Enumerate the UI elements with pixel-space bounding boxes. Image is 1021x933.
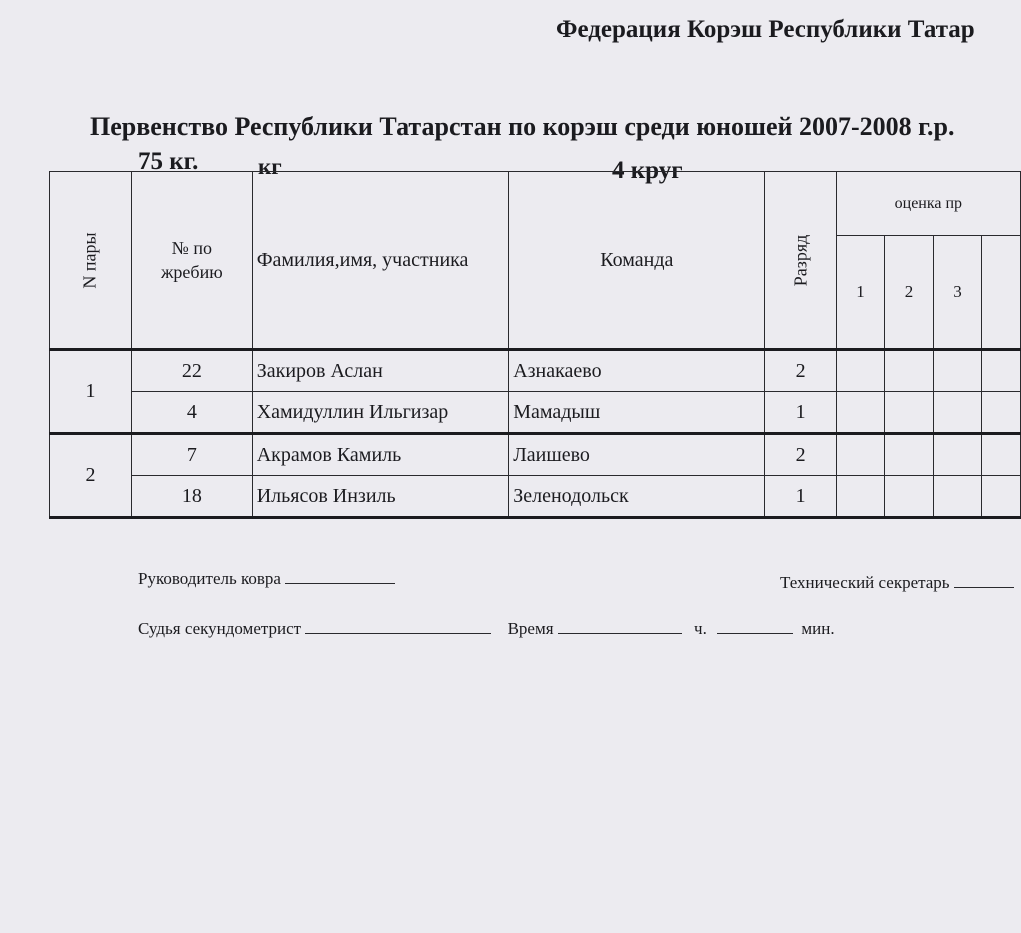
hours-label: ч. [694,619,707,638]
tech-secretary-line [780,573,1014,593]
header-draw-no-label: № по жребию [160,238,223,282]
score-cell [836,476,885,518]
timekeeper-line [138,619,835,639]
score-cell [836,350,885,392]
header-draw-no [131,172,252,350]
time-label: Время [507,619,554,638]
participant-name: Акрамов Камиль [252,434,508,476]
hours-blank [558,619,682,634]
score-cell [933,476,982,518]
table-row [50,350,1021,392]
minutes-label: мин. [801,619,835,638]
table-row [50,392,1021,434]
score-cell [982,434,1021,476]
participant-team: Мамадыш [509,392,765,434]
tech-secretary-blank [954,573,1014,588]
participant-name: Ильясов Инзиль [252,476,508,518]
tech-secretary-label: Технический секретарь [780,573,950,592]
score-cell [885,350,934,392]
bracket-table [49,171,1021,519]
header-pair-no-label: N пары [79,231,100,289]
mat-leader-blank [285,569,395,584]
timekeeper-label: Судья секундометрист [138,619,302,638]
weight-class: 75 кг. [138,148,199,175]
score-cell [836,434,885,476]
table-row [50,476,1021,518]
participant-team: Лаишево [509,434,765,476]
participant-rank: 1 [765,392,836,434]
round-label: 4 круг [612,157,683,184]
score-col-4 [982,236,1021,350]
weight-unit: кг [258,154,282,179]
participant-rank: 2 [765,434,836,476]
header-team: Команда [509,172,765,350]
score-cell [885,392,934,434]
participant-rank: 1 [765,476,836,518]
competition-title: Первенство Республики Татарстан по корэш среди юношей 2007-2008 г.р. [90,112,955,141]
participant-rank: 2 [765,350,836,392]
draw-number: 18 [131,476,252,518]
score-col-1: 1 [836,236,885,350]
score-col-2: 2 [885,236,934,350]
federation-title: Федерация Корэш Республики Татар [556,16,975,43]
participant-team: Зеленодольск [509,476,765,518]
score-col-3: 3 [933,236,982,350]
participant-team: Азнакаево [509,350,765,392]
table-row [50,434,1021,476]
score-cell [982,476,1021,518]
minutes-blank [717,619,793,634]
score-cell [836,392,885,434]
header-name: Фамилия,имя, участника [252,172,508,350]
score-cell [885,434,934,476]
score-cell [885,476,934,518]
timekeeper-blank [305,619,491,634]
pair-number: 2 [50,434,132,518]
score-cell [933,350,982,392]
draw-number: 22 [131,350,252,392]
score-cell [982,350,1021,392]
header-score: оценка пр [836,172,1020,236]
participant-name: Хамидуллин Ильгизар [252,392,508,434]
score-cell [982,392,1021,434]
header-rank-label: Разряд [790,234,811,286]
draw-number: 7 [131,434,252,476]
header-rank [765,172,836,350]
header-pair-no [50,172,132,350]
pair-number: 1 [50,350,132,434]
draw-number: 4 [131,392,252,434]
participant-name: Закиров Аслан [252,350,508,392]
mat-leader-line [138,569,395,589]
mat-leader-label: Руководитель ковра [138,569,281,588]
score-cell [933,392,982,434]
score-cell [933,434,982,476]
